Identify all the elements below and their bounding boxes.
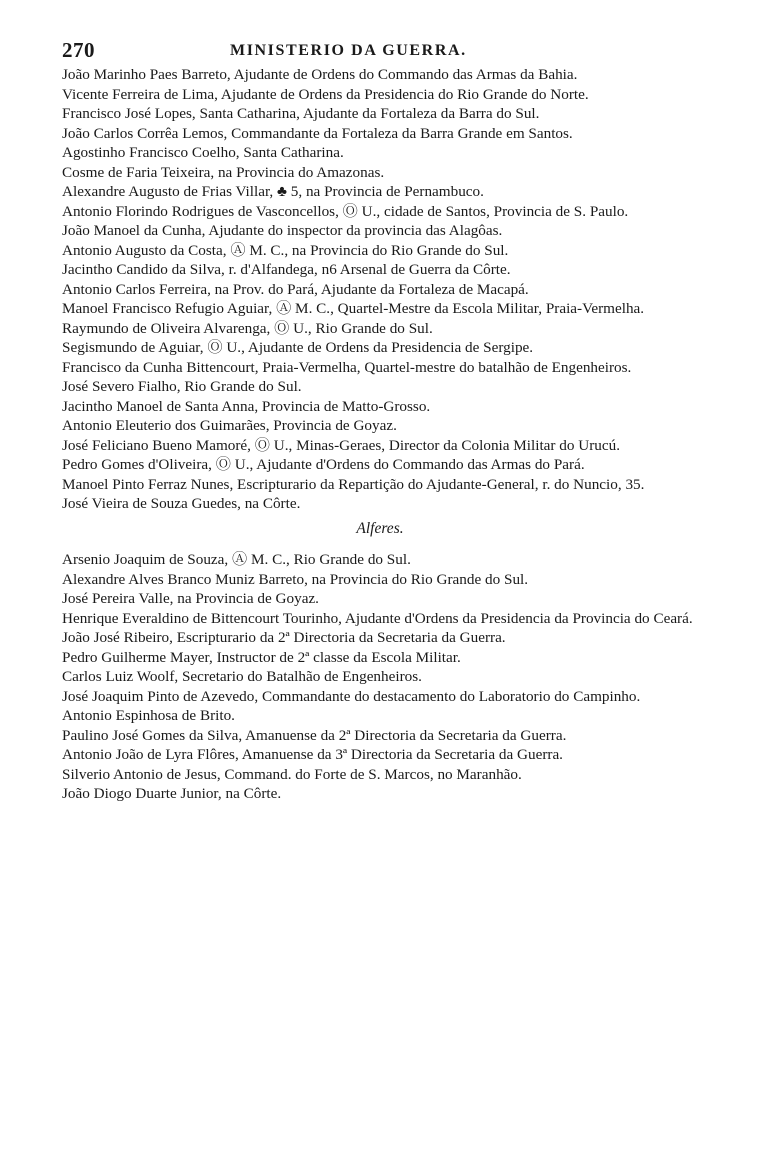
list-item: Antonio Eleuterio dos Guimarães, Provincia de Goyaz.	[62, 417, 397, 434]
list-item: José Joaquim Pinto de Azevedo, Commandante do destacamento do Laboratorio do Campinho.	[62, 687, 641, 705]
list-item: Antonio João de Lyra Flôres, Amanuense da 3ª Directoria da Secretaria da Guerra.	[62, 746, 563, 763]
list-item: Vicente Ferreira de Lima, Ajudante de Ordens da Presidencia do Rio Grande do Norte.	[62, 85, 589, 103]
list-item: José Vieira de Souza Guedes, na Côrte.	[62, 495, 301, 512]
list-item: Francisco José Lopes, Santa Catharina, Ajudante da Fortaleza da Barra do Sul.	[62, 105, 540, 122]
list-item: Antonio Florindo Rodrigues de Vasconcellos, Ⓞ U., cidade de Santos, Provincia de S. Paulo.	[62, 202, 629, 220]
list-item: Jacintho Manoel de Santa Anna, Provincia de Matto-Grosso.	[62, 397, 431, 415]
list-item: João Manoel da Cunha, Ajudante do inspector da provincia das Alagôas.	[62, 222, 503, 239]
list-item: João Marinho Paes Barreto, Ajudante de Ordens do Commando das Armas da Bahia.	[62, 66, 578, 83]
list-item: Jacintho Candido da Silva, r. d'Alfandega, n6 Arsenal de Guerra da Côrte.	[62, 261, 511, 278]
page-number: 270	[62, 38, 95, 62]
list-item: Carlos Luiz Woolf, Secretario do Batalhão de Engenheiros.	[62, 668, 422, 685]
list-item: João Carlos Corrêa Lemos, Commandante da Fortaleza da Barra Grande em Santos.	[62, 124, 573, 142]
list-item: José Severo Fialho, Rio Grande do Sul.	[62, 378, 302, 395]
list-item: Antonio Augusto da Costa, Ⓐ M. C., na Provincia do Rio Grande do Sul.	[62, 241, 509, 259]
list-item: João Diogo Duarte Junior, na Côrte.	[62, 785, 282, 802]
page-header	[62, 38, 698, 66]
list-item: Antonio Carlos Ferreira, na Prov. do Pará, Ajudante da Fortaleza de Macapá.	[62, 280, 529, 298]
list-item: Raymundo de Oliveira Alvarenga, Ⓞ U., Rio Grande do Sul.	[62, 319, 433, 337]
list-item: José Feliciano Bueno Mamoré, Ⓞ U., Minas-Geraes, Director da Colonia Militar do Urucú.	[62, 436, 621, 454]
list-item: Francisco da Cunha Bittencourt, Praia-Vermelha, Quartel-mestre do batalhão de Engenheiros.	[62, 358, 632, 376]
list-item: Manoel Pinto Ferraz Nunes, Escripturario da Repartição do Ajudante-General, r. do Nuncio, 35.	[62, 475, 645, 493]
officer-list-b	[62, 551, 698, 802]
list-item: Pedro Gomes d'Oliveira, Ⓞ U., Ajudante d'Ordens do Commando das Armas do Pará.	[62, 456, 585, 473]
list-item: Cosme de Faria Teixeira, na Provincia do Amazonas.	[62, 163, 385, 181]
list-item: Paulino José Gomes da Silva, Amanuense da 2ª Directoria da Secretaria da Guerra.	[62, 726, 567, 744]
list-item: João José Ribeiro, Escripturario da 2ª Directoria da Secretaria da Guerra.	[62, 629, 506, 646]
officer-list-a	[62, 66, 698, 512]
list-item: Manoel Francisco Refugio Aguiar, Ⓐ M. C., Quartel-Mestre da Escola Militar, Praia-Vermelha.	[62, 300, 645, 317]
list-item: Silverio Antonio de Jesus, Command. do Forte de S. Marcos, no Maranhão.	[62, 765, 522, 783]
list-item: Alexandre Augusto de Frias Villar, ♣ 5, na Provincia de Pernambuco.	[62, 183, 484, 200]
list-item: Agostinho Francisco Coelho, Santa Catharina.	[62, 144, 344, 161]
running-head: MINISTERIO DA GUERRA.	[230, 42, 467, 59]
list-item: Segismundo de Aguiar, Ⓞ U., Ajudante de Ordens da Presidencia de Sergipe.	[62, 339, 534, 356]
list-item: Antonio Espinhosa de Brito.	[62, 707, 235, 724]
list-item: Henrique Everaldino de Bittencourt Tourinho, Ajudante d'Ordens da Presidencia da Provincia do Ceará.	[62, 609, 693, 627]
list-item: Arsenio Joaquim de Souza, Ⓐ M. C., Rio Grande do Sul.	[62, 551, 411, 568]
list-item: Pedro Guilherme Mayer, Instructor de 2ª classe da Escola Militar.	[62, 648, 461, 666]
book-page	[62, 38, 698, 805]
list-item: Alexandre Alves Branco Muniz Barreto, na Provincia do Rio Grande do Sul.	[62, 570, 529, 588]
section-heading: Alferes.	[356, 520, 404, 537]
list-item: José Pereira Valle, na Provincia de Goyaz.	[62, 590, 319, 607]
